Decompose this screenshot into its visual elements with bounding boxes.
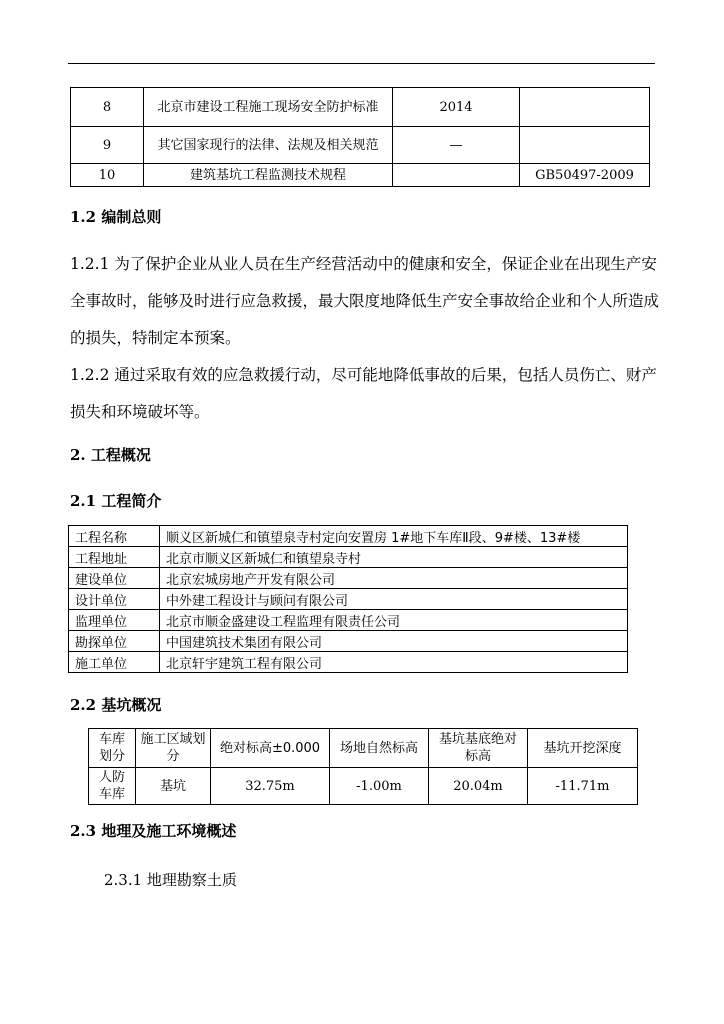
header-cell: 基坑基底绝对标高 [429, 729, 528, 768]
header-cell: 车库划分 [89, 729, 136, 768]
cell-no: 8 [71, 88, 144, 127]
data-cell: -11.71m [528, 768, 638, 805]
heading-1-2: 1.2 编制总则 [70, 208, 162, 226]
info-value: 中外建工程设计与顾问有限公司 [160, 589, 628, 610]
cell-name: 北京市建设工程施工现场安全防护标准 [144, 88, 393, 127]
cell-code: GB50497-2009 [520, 164, 650, 187]
cell-year [393, 164, 520, 187]
table-row [69, 568, 628, 589]
cell-code [520, 88, 650, 127]
table-row [69, 652, 628, 673]
cell-name: 建筑基坑工程监测技术规程 [144, 164, 393, 187]
cell-code [520, 127, 650, 164]
cell-no: 9 [71, 127, 144, 164]
heading-2-2: 2.2 基坑概况 [70, 696, 162, 714]
info-key: 工程地址 [69, 547, 160, 568]
header-cell: 绝对标高±0.000 [211, 729, 330, 768]
info-value: 北京轩宇建筑工程有限公司 [160, 652, 628, 673]
table-header-row [89, 729, 638, 768]
cell-no: 10 [71, 164, 144, 187]
data-cell: 20.04m [429, 768, 528, 805]
header-cell: 施工区域划分 [136, 729, 211, 768]
table-row [69, 589, 628, 610]
table-row [71, 127, 650, 164]
header-cell: 场地自然标高 [330, 729, 429, 768]
cell-year: 2014 [393, 88, 520, 127]
table-row [69, 526, 628, 547]
info-key: 施工单位 [69, 652, 160, 673]
info-value: 北京市顺金盛建设工程监理有限责任公司 [160, 610, 628, 631]
info-value: 北京宏城房地产开发有限公司 [160, 568, 628, 589]
foundation-pit-table [88, 728, 638, 805]
info-key: 勘探单位 [69, 631, 160, 652]
data-cell: -1.00m [330, 768, 429, 805]
info-value: 北京市顺义区新城仁和镇望泉寺村 [160, 547, 628, 568]
heading-2-3: 2.3 地理及施工环境概述 [70, 822, 237, 840]
table-row [69, 547, 628, 568]
table-row [89, 768, 638, 805]
table-row [71, 164, 650, 187]
header-rule [68, 63, 655, 64]
header-cell: 基坑开挖深度 [528, 729, 638, 768]
info-key: 建设单位 [69, 568, 160, 589]
standards-table [70, 87, 650, 187]
info-key: 设计单位 [69, 589, 160, 610]
info-key: 工程名称 [69, 526, 160, 547]
project-info-table [68, 525, 628, 673]
info-value: 中国建筑技术集团有限公司 [160, 631, 628, 652]
table-row [71, 88, 650, 127]
table-row [69, 610, 628, 631]
table-row [69, 631, 628, 652]
subheading-2-3-1: 2.3.1 地理勘察土质 [104, 871, 237, 889]
heading-2: 2. 工程概况 [70, 446, 151, 464]
paragraph-1-2-2: 1.2.2 通过采取有效的应急救援行动，尽可能地降低事故的后果，包括人员伤亡、财产损失和环境破坏等。 [70, 366, 657, 421]
cell-name: 其它国家现行的法律、法规及相关规范 [144, 127, 393, 164]
info-value: 顺义区新城仁和镇望泉寺村定向安置房 1#地下车库Ⅱ段、9#楼、13#楼 [160, 526, 628, 547]
data-cell: 基坑 [136, 768, 211, 805]
cell-year: — [393, 127, 520, 164]
heading-2-1: 2.1 工程简介 [70, 492, 162, 510]
info-key: 监理单位 [69, 610, 160, 631]
paragraph-1-2-1: 1.2.1 为了保护企业从业人员在生产经营活动中的健康和安全，保证企业在出现生产安全事故时，能够及时进行应急救援，最大限度地降低生产安全事故给企业和个人所造成的损失，特制定本预案。 [70, 255, 660, 347]
data-cell: 32.75m [211, 768, 330, 805]
data-cell: 人防车库 [89, 768, 136, 805]
